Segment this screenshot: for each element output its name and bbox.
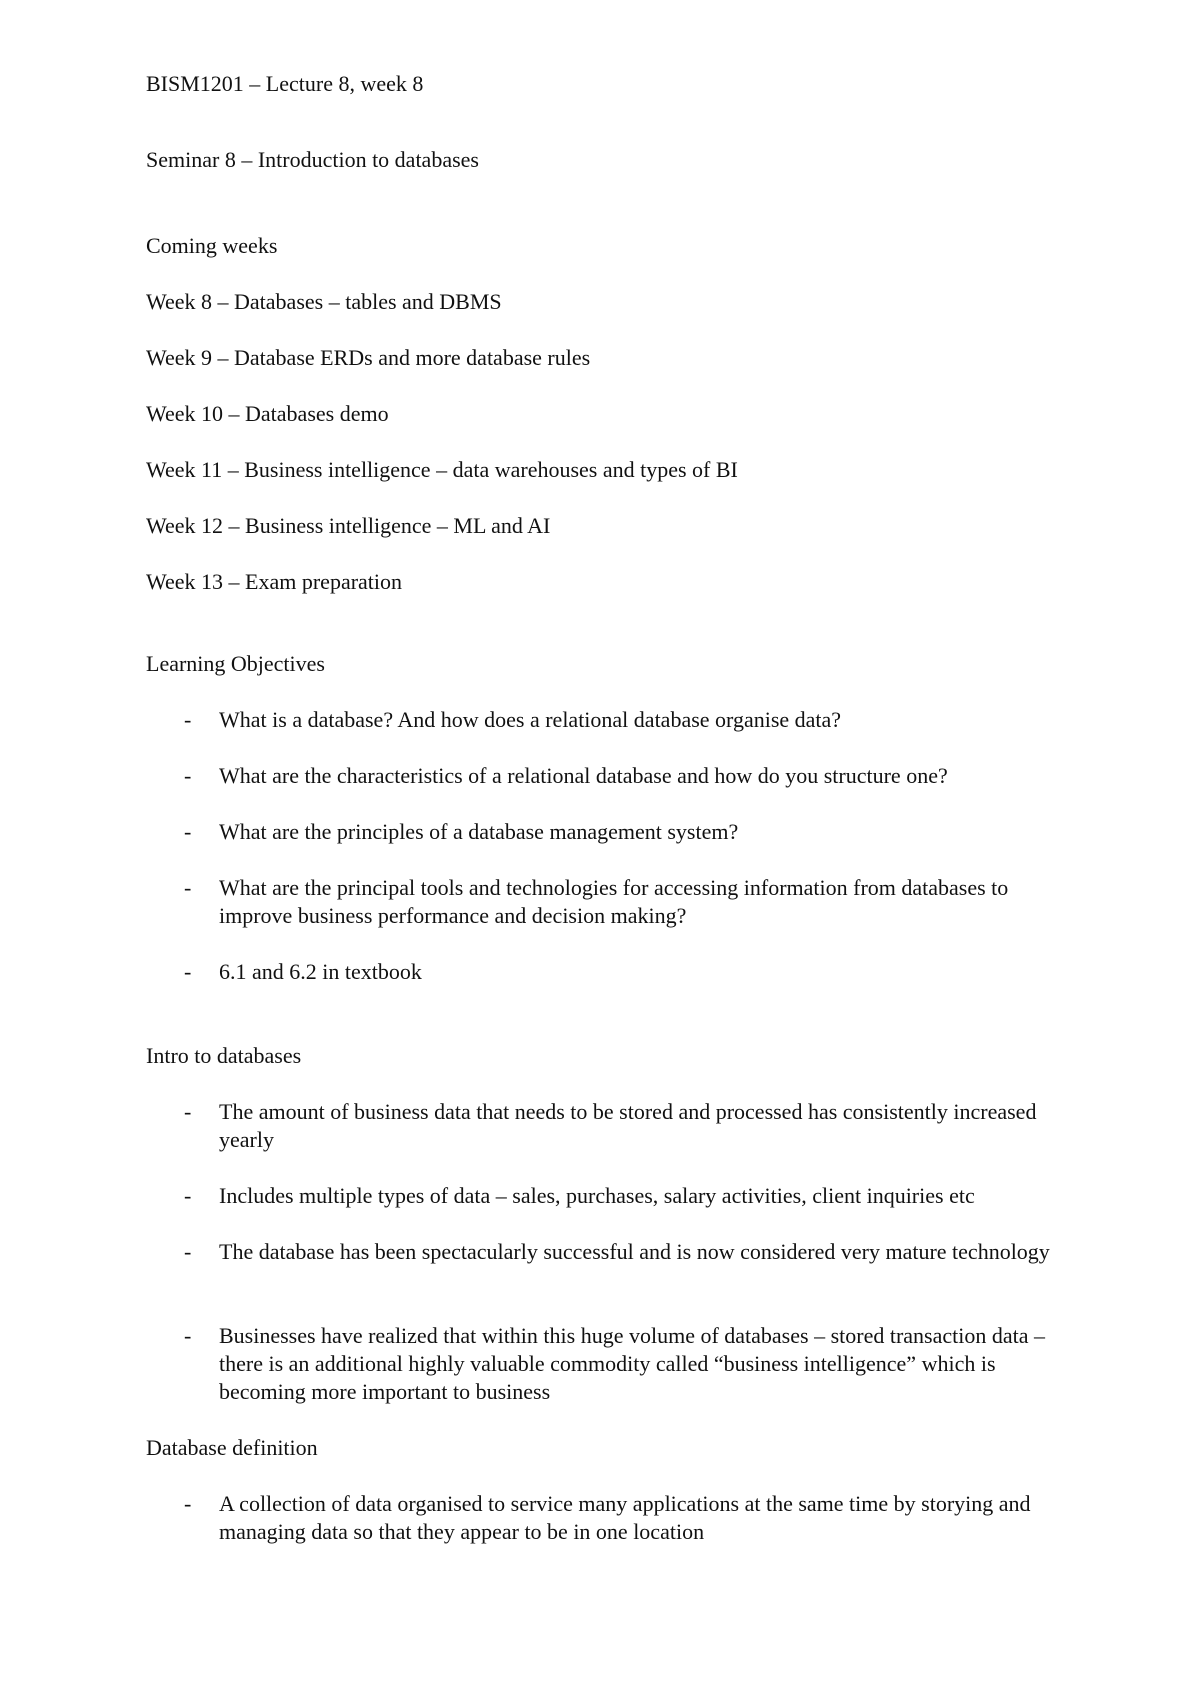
list-item-text: What are the principles of a database management system?	[219, 819, 739, 844]
bullet-dash: -	[184, 1323, 192, 1348]
list-item-text: The amount of business data that needs to be stored and processed has consistently increased yearly	[219, 1099, 1037, 1152]
bullet-dash: -	[184, 875, 192, 900]
list-item-text: What is a database? And how does a relational database organise data?	[219, 707, 842, 732]
coming-weeks-heading: Coming weeks	[146, 233, 278, 258]
bullet-dash: -	[184, 1491, 192, 1516]
bullet-dash: -	[184, 1239, 192, 1264]
week-item: Week 12 – Business intelligence – ML and AI	[146, 513, 551, 538]
bullet-dash: -	[184, 1183, 192, 1208]
learning-objectives-heading: Learning Objectives	[146, 651, 325, 676]
bullet-dash: -	[184, 959, 192, 984]
list-item-text: Includes multiple types of data – sales, purchases, salary activities, client inquiries etc	[219, 1183, 975, 1208]
intro-heading: Intro to databases	[146, 1043, 302, 1068]
definition-heading: Database definition	[146, 1435, 318, 1460]
week-item: Week 9 – Database ERDs and more database rules	[146, 345, 591, 370]
course-line: BISM1201 – Lecture 8, week 8	[146, 71, 424, 96]
week-item: Week 11 – Business intelligence – data warehouses and types of BI	[146, 457, 738, 482]
week-item: Week 13 – Exam preparation	[146, 569, 403, 594]
seminar-title: Seminar 8 – Introduction to databases	[146, 147, 479, 172]
list-item-text: 6.1 and 6.2 in textbook	[219, 959, 422, 984]
week-item: Week 10 – Databases demo	[146, 401, 389, 426]
bullet-dash: -	[184, 819, 192, 844]
bullet-dash: -	[184, 707, 192, 732]
bullet-dash: -	[184, 1099, 192, 1124]
list-item-text: A collection of data organised to service many applications at the same time by storying and managing data so that they appear to be in one location	[219, 1491, 1031, 1544]
week-item: Week 8 – Databases – tables and DBMS	[146, 289, 502, 314]
list-item-text: The database has been spectacularly successful and is now considered very mature technology	[219, 1239, 1050, 1264]
list-item-text: What are the characteristics of a relational database and how do you structure one?	[219, 763, 948, 788]
list-item-text: Businesses have realized that within this huge volume of databases – stored transaction data – there is an additional highly valuable commodity called “business intelligence” which is becoming more important to business	[219, 1323, 1045, 1404]
bullet-dash: -	[184, 763, 192, 788]
list-item-text: What are the principal tools and technologies for accessing information from databases to improve business performance and decision making?	[219, 875, 1009, 928]
